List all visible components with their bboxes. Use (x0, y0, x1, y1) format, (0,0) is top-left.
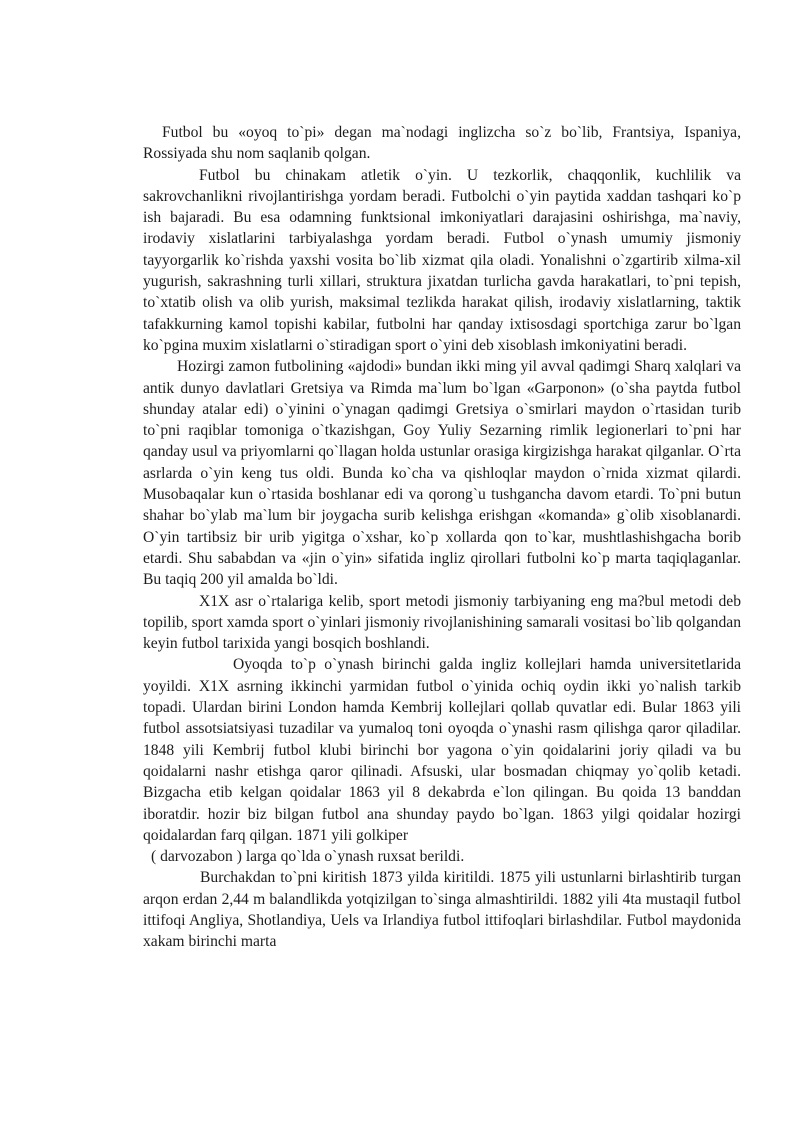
paragraph-etymology: Futbol bu «oyoq to`pi» degan ma`nodagi inglizcha so`z bo`lib, Frantsiya, Ispaniya, Rossiyada shu nom saqlanib qolgan. (143, 124, 741, 163)
document-page (143, 122, 741, 953)
paragraph-history-ancestor: Hozirgi zamon futbolining «ajdodi» bundan ikki ming yil avval qadimgi Sharq xalqlari va antik dunyo davlatlari Gretsiya va Rimda ma`lum bo`lgan «Garponon» (o`sha paytda futbol shunday atalar edi) o`yinini o`ynagan qadimgi Gretsiya o`smirlari maydon o`rtasidan turib to`pni raqiblar tomoniga o`tkazishgan, Goy Yuliy Sezarning rimlik legionerlari to`pni har qanday usul va priyomlarni qo`llagan holda ustunlar orasiga kirgizishga harakat qilganlar. O`rta asrlarda o`yin keng tus oldi. Bunda ko`cha va qishloqlar maydon o`rnida xizmat qilardi. Musobaqalar kun o`rtasida boshlanar edi va qorong`u tushgancha davom etardi. To`pni butun shahar bo`ylab ma`lum bir joygacha surib kelishga erishgan «komanda» g`olib xisoblanardi. O`yin tartibsiz bir urib yigitga o`xshar, ko`p xollarda qon to`kar, mushtlashishgacha borib etardi. Shu sababdan va «jin o`yin» sifatida ingliz qirollari futbolni ko`p marta taqiqlaganlar. Bu taqiq 200 yil amalda bo`ldi. (143, 358, 741, 589)
paragraph-19th-century: X1X asr o`rtalariga kelib, sport metodi jismoniy tarbiyaning eng ma?bul metodi deb topilib, sport xamda sport o`yinlari jismoniy rivojlanishining samarali vositasi bo`lib qolgandan keyin futbol tarixida yangi bosqich boshlandi. (143, 592, 741, 653)
paragraph-athletic-game: Futbol bu chinakam atletik o`yin. U tezkorlik, chaqqonlik, kuchlilik va sakrovchanlikni rivojlantirishga yordam beradi. Futbolchi o`yin paytida xaddan tashqari ko`p ish bajaradi. Bu esa odamning funktsional imkoniyatlari darajasini oshirishga, ma`naviy, irodaviy xislatlarini tarbiyalashga yordam beradi. Futbol o`ynash umumiy jismoniy tayyorgarlik ko`rishda yaxshi vosita bo`lib xizmat qila oladi. Yonalishni o`zgartirib xilma-xil yugurish, sakrashning turli xillari, struktura jixatdan turlicha gavda harakatlari, to`pni tepish, to`xtatib olish va olib yurish, maksimal tezlikda harakat qilish, irodaviy xislatlarning, taktik tafakkurning kamol topishi kabilar, futbolni har qanday ixtisosdagi sportchiga zarur bo`lgan ko`pgina muxim xislatlarni o`stiradigan sport o`yini deb xisoblash imkoniyatini beradi. (143, 166, 741, 354)
paragraph-goalkeeper-note: ( darvozabon ) larga qo`lda o`ynash ruxsat berildi. (151, 848, 465, 866)
paragraph-corner-kick: Burchakdan to`pni kiritish 1873 yilda kiritildi. 1875 yili ustunlarni birlashtirib turgan arqon erdan 2,44 m balandlikda yotqizilgan to`singa almashtirildi. 1882 yili 4ta mustaqil futbol ittifoqi Angliya, Shotlandiya, Uels va Irlandiya futbol ittifoqlari birlashdilar. Futbol maydonida xakam birinchi marta (143, 869, 741, 951)
paragraph-english-colleges: Oyoqda to`p o`ynash birinchi galda ingliz kollejlari hamda universitetlarida yoyildi. X1X asrning ikkinchi yarmidan futbol o`yinida ochiq oydin ikki yo`nalish tarkib topadi. Ulardan birini London hamda Kembrij kollejlari qollab quvatlar edi. Bular 1863 yili futbol assotsiatsiyasi tuzadilar va yumaloq toni oyoqda o`ynashi rasm qilishga qaror qiladilar. 1848 yili Kembrij futbol klubi birinchi bor yagona o`yin qoidalarini joriy qiladi va bu qoidalarni nashr etishga qaror qilinadi. Afsuski, ular bosmadan chiqmay yo`qolib ketadi. Bizgacha etib kelgan qoidalar 1863 yil 8 dekabrda e`lon qilingan. Bu qoida 13 banddan iboratdir. hozir biz bilgan futbol ana shunday paydo bo`lgan. 1863 yilgi qoidalar hozirgi qoidalardan farq qilgan. 1871 yili golkiper (143, 656, 741, 844)
